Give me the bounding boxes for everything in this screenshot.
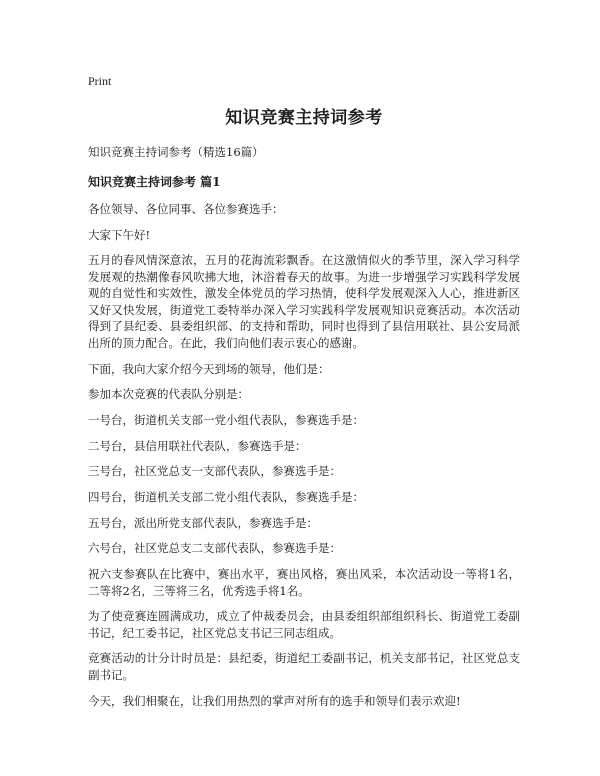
paragraph: 六号台，社区党总支二支部代表队，参赛选手是： <box>88 541 341 556</box>
section-heading: 知识竞赛主持词参考 篇1 <box>88 175 221 189</box>
document-body <box>88 201 520 709</box>
paragraph: 四号台，街道机关支部二党小组代表队，参赛选手是： <box>88 490 364 504</box>
paragraph: 各位领导、各位同事、各位参赛选手： <box>88 202 284 216</box>
paragraph: 今天，我们相聚在，让我们用热烈的掌声对所有的选手和领导们表示欢迎! <box>88 693 461 708</box>
paragraph: 五月的春风情深意浓，五月的花海流彩飘香。在这激情似火的季节里，深入学习科学发展观的热潮像春风吹拂大地，沐浴着春天的故事。为进一步增强学习实践科学发展观的自觉性和实效性，激发全体党员的学习热情，使科学发展观深入人心，推进新区又好又快发展，街道党工委特举办深入学习实践科学发展观知识竞赛活动。本次活动得到了县纪委、县委组织部、的支持和帮助，同时也得到了县信用联社、县公安局派出所的顶力配合。在此，我们向他们表示衷心的感谢。 <box>88 253 520 350</box>
print-link[interactable]: Print <box>88 74 112 88</box>
document-subtitle: 知识竞赛主持词参考（精选16篇） <box>88 145 264 159</box>
document-page <box>88 70 520 718</box>
paragraph: 竞赛活动的计分计时员是：县纪委，街道纪工委副书记，机关支部书记，社区党总支副书记。 <box>88 651 520 682</box>
paragraph: 二号台，县信用联社代表队，参赛选手是： <box>88 438 307 453</box>
paragraph: 一号台，街道机关支部一党小组代表队，参赛选手是： <box>88 412 364 427</box>
paragraph: 为了使竞赛连圆满成功，成立了仲裁委员会，由县委组织部组织科长、街道党工委副书记，纪工委书记，社区党总支书记三同志组成。 <box>88 609 520 640</box>
paragraph: 三号台，社区党总支一支部代表队，参赛选手是： <box>88 464 341 479</box>
page-title: 知识竞赛主持词参考 <box>225 108 383 128</box>
paragraph: 大家下午好! <box>88 227 151 242</box>
paragraph: 下面，我向大家介绍今天到场的领导，他们是： <box>88 361 330 376</box>
paragraph: 参加本次竞赛的代表队分别是： <box>88 387 249 402</box>
paragraph: 五号台，派出所党支部代表队，参赛选手是： <box>88 515 318 530</box>
paragraph: 祝六支参赛队在比赛中，赛出水平，赛出风格，赛出风采，本次活动设一等将1名，二等将2名，三等将三名，优秀选手将1名。 <box>88 567 520 598</box>
